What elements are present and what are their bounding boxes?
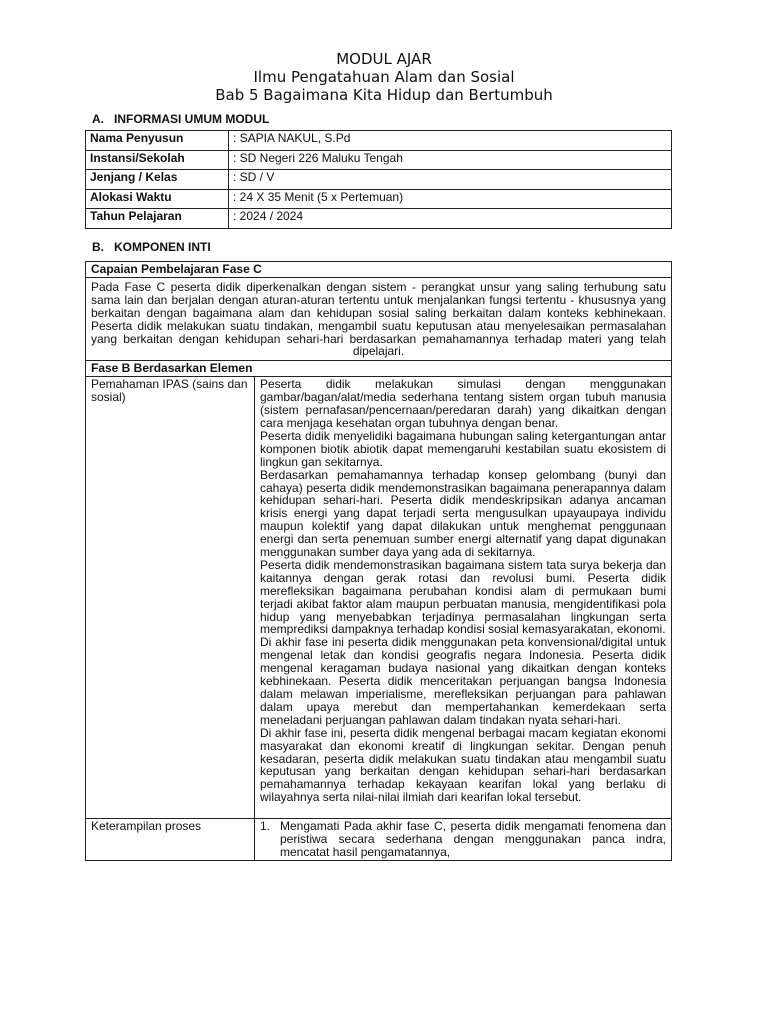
table-row xyxy=(86,819,672,861)
spacer xyxy=(260,804,666,817)
info-label: Tahun Pelajaran xyxy=(86,209,229,229)
keterampilan-content xyxy=(255,819,672,861)
module-subject: Ilmu Pengatahuan Alam dan Sosial xyxy=(253,68,515,86)
section-a-title: INFORMASI UMUM MODUL xyxy=(114,112,270,126)
general-info-table xyxy=(85,130,672,229)
capaian-text: Pada Fase C peserta didik diperkenalkan dengan sistem - perangkat unsur yang saling terhubung satu sama lain dan berjalan dengan aturan-aturan tertentu untuk menjalankan fungsi tertentu - khususnya yang berkaitan dengan bagaimana alam dan kehidupan sosial saling berkaitan dalam konteks kebhinekaan. Peserta didik melakukan suatu tindakan, mengambil suatu keputusan atau menyelesaikan permasalahan yang berkaitan dengan kehidupan sehari-hari berdasarkan pemahamannya terhadap materi yang telah dipelajari. xyxy=(86,277,672,360)
list-item xyxy=(260,820,666,859)
pemahaman-paragraph: Peserta didik mendemonstrasikan bagaimana sistem tata surya bekerja dan kaitannya dengan gerak rotasi dan revolusi bumi. Peserta didik merefleksikan bagaimana perubahan kondisi alam di permukaan bumi terjadi akibat faktor alam maupun perbuatan manusia, mengidentifikasi pola hidup yang menyebabkan terjadinya permasalahan lingkungan serta memprediksi dampaknya terhadap kondisi sosial kemasyarakatan, ekonomi. xyxy=(260,557,666,637)
section-b-number: B. xyxy=(92,240,104,254)
core-components-table xyxy=(85,261,672,861)
pemahaman-paragraph: Peserta didik menyelidiki bagaimana hubungan saling ketergantungan antar komponen biotik abiotik dapat memengaruhi kestabilan suatu ekosistem di lingkun gan sekitarnya. xyxy=(260,428,666,469)
section-b-title: KOMPONEN INTI xyxy=(114,240,211,254)
info-value: : SD / V xyxy=(229,170,672,190)
table-row xyxy=(86,209,672,229)
table-row xyxy=(86,262,672,278)
fase-b-heading: Fase B Berdasarkan Elemen xyxy=(86,361,672,377)
pemahaman-paragraph: Peserta didik melakukan simulasi dengan menggunakan gambar/bagan/alat/media sederhana tentang sistem organ tubuh manusia (sistem pernafasan/pencernaan/peredaran darah) yang dikaitkan dengan cara menjaga kesehatan organ tubuhnya dengan benar. xyxy=(260,377,666,430)
info-label: Instansi/Sekolah xyxy=(86,150,229,170)
table-row xyxy=(86,170,672,190)
info-value: : 24 X 35 Menit (5 x Pertemuan) xyxy=(229,189,672,209)
keterampilan-list xyxy=(260,820,666,859)
module-title: MODUL AJAR xyxy=(336,50,432,68)
section-b-heading xyxy=(92,240,211,254)
list-item-text: Mengamati Pada akhir fase C, peserta didik mengamati fenomena dan peristiwa secara sederhana dengan menggunakan panca indra, mencatat hasil pengamatannya, xyxy=(280,819,666,859)
table-row xyxy=(86,189,672,209)
info-label: Alokasi Waktu xyxy=(86,189,229,209)
capaian-heading: Capaian Pembelajaran Fase C xyxy=(86,262,672,278)
module-chapter: Bab 5 Bagaimana Kita Hidup dan Bertumbuh xyxy=(215,86,553,104)
table-row xyxy=(86,377,672,819)
table-row xyxy=(86,361,672,377)
info-value: : SD Negeri 226 Maluku Tengah xyxy=(229,150,672,170)
pemahaman-label: Pemahaman IPAS (sains dan sosial) xyxy=(86,377,255,819)
pemahaman-content xyxy=(255,377,672,819)
module-header xyxy=(0,50,768,104)
pemahaman-paragraph: Di akhir fase ini, peserta didik mengenal berbagai macam kegiatan ekonomi masyarakat dan ekonomi kreatif di lingkungan sekitar. Dengan penuh kesadaran, peserta didik melakukan suatu tindakan atau mengambil suatu keputusan yang berkaitan dengan kehidupan sehari-hari berdasarkan pemahamannya terhadap kekayaan kearifan lokal yang berlaku di wilayahnya serta nilai-nilai ilmiah dari kearifan lokal tersebut. xyxy=(260,725,666,805)
table-row xyxy=(86,150,672,170)
pemahaman-paragraph: Di akhir fase ini peserta didik menggunakan peta konvensional/digital untuk mengenal letak dan kondisi geografis negara Indonesia. Peserta didik mengenal keragaman budaya nasional yang dikaitkan dengan konteks kebhinekaan. Peserta didik menceritakan perjuangan bangsa Indonesia dalam melawan imperialisme, merefleksikan perjuangan para pahlawan dalam upaya merebut dan mempertahankan kemerdekaan serta meneladani perjuangan pahlawan dalam tindakan nyata sehari-hari. xyxy=(260,635,666,727)
info-value: : SAPIA NAKUL, S.Pd xyxy=(229,131,672,151)
pemahaman-paragraph: Berdasarkan pemahamannya terhadap konsep gelombang (bunyi dan cahaya) peserta didik mendemonstrasikan bagaimana penerapannya dalam kehidupan sehari-hari. Peserta didik mendeskripsikan adanya ancaman krisis energi yang dapat terjadi serta mengusulkan upayaupaya individu maupun kolektif yang dapat dilakukan untuk menghemat penggunaan energi dan serta penemuan sumber energi alternatif yang dapat digunakan menggunakan sumber daya yang ada di sekitarnya. xyxy=(260,467,666,560)
info-label: Jenjang / Kelas xyxy=(86,170,229,190)
table-row xyxy=(86,277,672,360)
section-a-number: A. xyxy=(92,112,104,126)
section-a-heading xyxy=(92,112,269,126)
keterampilan-label: Keterampilan proses xyxy=(86,819,255,861)
info-value: : 2024 / 2024 xyxy=(229,209,672,229)
list-item-number: 1. xyxy=(260,819,271,834)
info-label: Nama Penyusun xyxy=(86,131,229,151)
table-row xyxy=(86,131,672,151)
